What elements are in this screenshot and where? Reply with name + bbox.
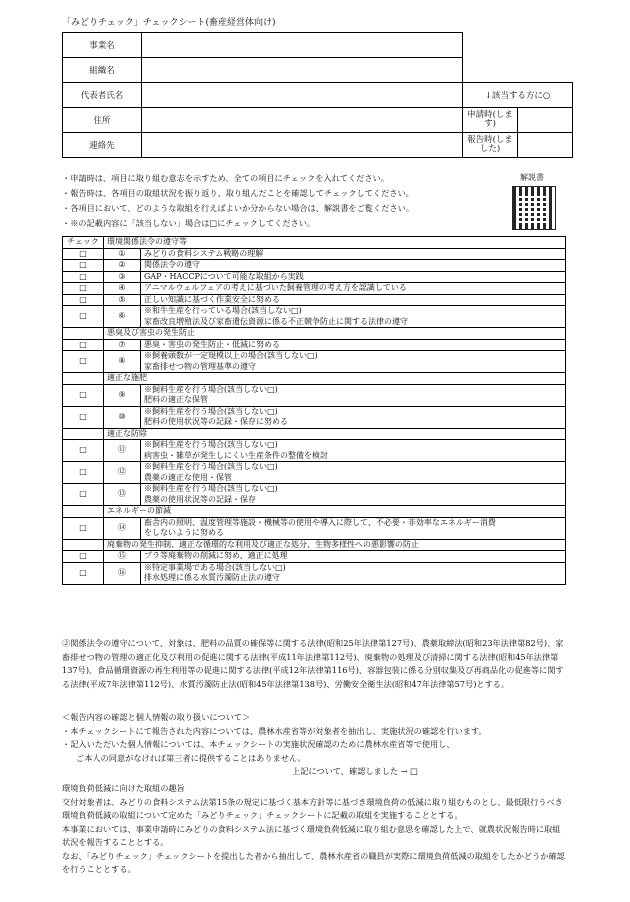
- table-row: [63, 271, 566, 283]
- item-number: ⑫: [104, 462, 141, 484]
- checkbox[interactable]: □: [63, 384, 104, 406]
- instruction-item: ・申請時は、項目に取り組む意志を示すため、全ての項目にチェックを入れてください。: [62, 173, 389, 183]
- item-text: ※飼料生産を行う場合(該当しない□): [141, 484, 566, 495]
- table-row: [63, 406, 566, 417]
- item-text: プラ等廃棄物の削減に努め、適正に処理: [141, 551, 566, 563]
- item-number: ①: [104, 248, 141, 260]
- item-text: をしないように努める: [141, 528, 566, 539]
- manual-label: 解説書: [520, 173, 544, 182]
- section-row: [63, 373, 566, 385]
- item-text: 正しい知識に基づく作業安全に努める: [141, 294, 566, 306]
- privacy-heading: ＜報告内容の確認と個人情報の取り扱いについて＞: [62, 712, 251, 722]
- purpose-heading: 環境負荷低減に向けた取組の趣旨: [62, 783, 185, 793]
- item-number: ⑧: [104, 351, 141, 373]
- item-number: ③: [104, 271, 141, 283]
- law-note: ②関係法令の遵守について、対象は、肥料の品質の確保等に関する法律(昭和25年法律第127号)、農薬取締法(昭和23年法律第82号)、家畜排せつ物の管理の適正化及び利用の促進に関する法律(平成11年法律第112号)、廃棄物の処理及び清掃に関する法律(昭和45年法律第137号)、食品循環資源の再生利用等の促進に関する法律(平成12年法律第116号)、容器包装に係る分別収集及び再商品化の促進等に関する法律(平成7年法律第112号)、水質汚濁防止法(昭和45年法律第138号)、労働安全衛生法(昭和47年法律第57号)とする。: [62, 638, 564, 689]
- item-text: 関係法令の遵守: [141, 260, 566, 272]
- checkbox[interactable]: □: [63, 351, 104, 373]
- checkbox[interactable]: □: [63, 406, 104, 428]
- section-row: [63, 428, 566, 440]
- item-text: 肥料の適正な保管: [141, 395, 566, 406]
- table-row: [63, 462, 566, 473]
- item-text: 畜舎内の照明、温度管理等施設・機械等の使用や導入に際して、不必要・非効率なエネルギー消費: [141, 517, 566, 528]
- checkbox[interactable]: □: [63, 562, 104, 584]
- table-row: [63, 260, 566, 272]
- label-rep-name: 代表者氏名: [63, 83, 142, 108]
- item-number: ⑤: [104, 294, 141, 306]
- privacy-line: ・記入いただいた個人情報については、本チェックシートの実施状況確認のために農林水産省等で使用し、: [62, 739, 455, 749]
- instruction-item: ・各項目において、どのような取組を行えばよいか分からない場合は、解説書をご覧ください。: [62, 203, 414, 213]
- purpose-paragraph: なお、「みどりチェック」チェックシートを提出した者から抽出して、農林水産省の職員が実際に環境負荷低減の取組をしたかどうか確認を行うこととする。: [62, 850, 565, 874]
- table-row: [63, 562, 566, 573]
- table-row: [63, 440, 566, 451]
- label-org-name: 組織名: [63, 58, 142, 83]
- instruction-list: [62, 171, 414, 231]
- sheet-title: 「みどりチェック」チェックシート(畜産経営体向け): [62, 18, 276, 28]
- table-row: [63, 384, 566, 395]
- item-text: アニマルウェルフェアの考えに基づいた飼養管理の考え方を認識している: [141, 283, 566, 295]
- checkbox[interactable]: □: [63, 551, 104, 563]
- checkbox[interactable]: □: [63, 294, 104, 306]
- purpose-paragraph: 本事業においては、事業申請時にみどりの食料システム法に基づく環境負荷低減に取り組む意思を確認した上で、就農状況報告時に取組状況を報告することとする。: [62, 823, 561, 847]
- checkbox[interactable]: □: [63, 484, 104, 506]
- item-text: ※飼料生産を行う場合(該当しない□): [141, 440, 566, 451]
- section-row: [63, 539, 566, 551]
- label-business-name: 事業名: [63, 33, 142, 58]
- privacy-confirm[interactable]: 上記について、確認しました → □: [292, 766, 418, 776]
- item-text: ※和牛生産を行っている場合(該当しない□): [141, 306, 566, 317]
- check-table: [62, 236, 566, 585]
- label-apply-time: 申請時(します): [463, 108, 518, 133]
- item-text: ※飼料生産を行う場合(該当しない□): [141, 406, 566, 417]
- section-title: 廃棄物の発生抑制、適正な循環的な利用及び適正な処分、生物多様性への悪影響の防止: [104, 539, 566, 551]
- table-row: [63, 294, 566, 306]
- field-rep-name[interactable]: [142, 83, 463, 108]
- field-address[interactable]: [142, 108, 463, 133]
- item-text: 肥料の使用状況等の記録・保存に努める: [141, 417, 566, 428]
- checkbox[interactable]: □: [63, 517, 104, 539]
- item-text: 悪臭・害虫の発生防止・低減に努める: [141, 339, 566, 351]
- item-text: 農薬の適正な使用・保管: [141, 473, 566, 484]
- checkbox[interactable]: □: [63, 462, 104, 484]
- item-text: ※特定事業場である場合(該当しない□): [141, 562, 566, 573]
- item-text: ※飼料生産を行う場合(該当しない□): [141, 384, 566, 395]
- table-row: [63, 351, 566, 362]
- checkbox[interactable]: □: [63, 248, 104, 260]
- checkbox[interactable]: □: [63, 306, 104, 328]
- item-text: 家畜改良増殖法及び家畜遺伝資源に係る不正競争防止に関する法律の遵守: [141, 317, 566, 328]
- applicant-info-table: [62, 32, 573, 158]
- table-row: [63, 306, 566, 317]
- field-report-mark[interactable]: [518, 133, 573, 158]
- item-text: 家畜排せつ物の管理基準の遵守: [141, 362, 566, 373]
- section-header: 環境関係法令の遵守等: [104, 237, 566, 249]
- item-text: みどりの食料システム戦略の理解: [141, 248, 566, 260]
- checkbox[interactable]: □: [63, 283, 104, 295]
- table-row: [63, 517, 566, 528]
- item-number: ④: [104, 283, 141, 295]
- label-contact: 連絡先: [63, 133, 142, 158]
- check-column-header: チェック: [63, 237, 104, 249]
- label-report-time: 報告時(しました): [463, 133, 518, 158]
- field-business-name[interactable]: [142, 33, 463, 58]
- item-number: ⑯: [104, 562, 141, 584]
- item-text: GAP・HACCPについて可能な取組から実践: [141, 271, 566, 283]
- checkbox[interactable]: □: [63, 440, 104, 462]
- section-title: 適正な施肥: [104, 373, 566, 385]
- field-apply-mark[interactable]: [518, 108, 573, 133]
- item-number: ⑪: [104, 440, 141, 462]
- item-number: ②: [104, 260, 141, 272]
- checkbox[interactable]: □: [63, 339, 104, 351]
- field-contact[interactable]: [142, 133, 463, 158]
- item-number: ⑬: [104, 484, 141, 506]
- table-row: [63, 551, 566, 563]
- item-number: ⑮: [104, 551, 141, 563]
- item-text: 病害虫・雑草が発生しにくい生産条件の整備を検討: [141, 451, 566, 462]
- item-number: ⑨: [104, 384, 141, 406]
- section-title: 悪臭及び害虫の発生防止: [104, 328, 566, 340]
- instruction-item: ・報告時は、各項目の取組状況を振り返り、取り組んだことを確認してチェックしてください。: [62, 188, 414, 198]
- qr-code-icon[interactable]: [512, 186, 556, 230]
- item-number: ⑥: [104, 306, 141, 328]
- checkbox[interactable]: □: [63, 271, 104, 283]
- purpose-section: [62, 782, 568, 877]
- item-number: ⑭: [104, 517, 141, 539]
- item-number: ⑦: [104, 339, 141, 351]
- privacy-line: ご本人の同意がなければ第三者に提供することはありません。: [76, 752, 306, 763]
- item-number: ⑩: [104, 406, 141, 428]
- privacy-section: [62, 711, 568, 779]
- label-address: 住所: [63, 108, 142, 133]
- section-row: [63, 506, 566, 518]
- purpose-paragraph: 交付対象者は、みどりの食料システム法第15条の規定に基づく基本方針等に基づき環境負荷の低減に取り組むものとし、最低限行うべき環境負荷低減の取組について定めた「みどりチェック」チェックシートに記載の取組を実施することとする。: [62, 796, 563, 820]
- table-row: [63, 339, 566, 351]
- table-row: [63, 248, 566, 260]
- item-text: 農薬の使用状況等の記録・保存: [141, 495, 566, 506]
- section-title: 適正な防除: [104, 428, 566, 440]
- privacy-line: ・本チェックシートにて報告された内容については、農林水産省等が対象者を抽出し、実施状況の確認を行います。: [62, 725, 487, 736]
- item-text: ※飼養頭数が一定規模以上の場合(該当しない□): [141, 351, 566, 362]
- tick-note: ↓該当する方に○: [463, 83, 573, 108]
- table-row: [63, 283, 566, 295]
- checkbox[interactable]: □: [63, 260, 104, 272]
- table-row: [63, 484, 566, 495]
- section-row: [63, 328, 566, 340]
- item-text: 排水処理に係る水質汚濁防止法の遵守: [141, 573, 566, 584]
- item-text: ※飼料生産を行う場合(該当しない□): [141, 462, 566, 473]
- instruction-item: ・※の記載内容に「該当しない」場合は□にチェックしてください。: [62, 218, 316, 228]
- field-org-name[interactable]: [142, 58, 463, 83]
- section-title: エネルギーの節減: [104, 506, 566, 518]
